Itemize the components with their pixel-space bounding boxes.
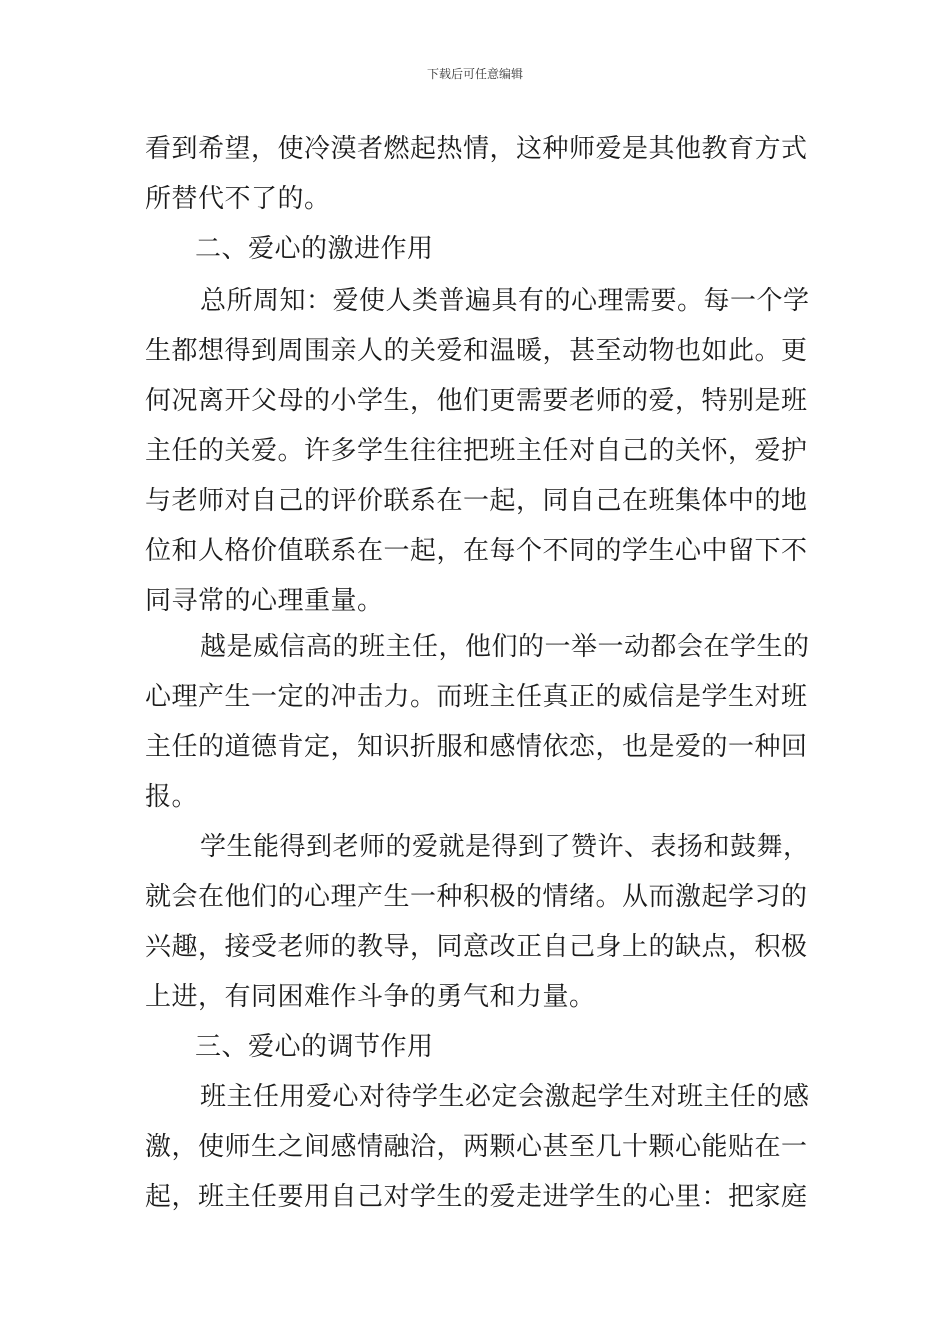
page-header: 下载后可任意编辑 bbox=[426, 67, 523, 81]
text-line-11: 越是威信高的班主任，他们的一举一动都会在学生的 bbox=[200, 632, 810, 662]
section-heading-3: 三、爱心的调节作用 bbox=[195, 1032, 434, 1062]
text-line-15: 学生能得到老师的爱就是得到了赞许、表扬和鼓舞， bbox=[200, 832, 810, 862]
text-line-14: 报。 bbox=[145, 782, 199, 812]
text-line-10: 同寻常的心理重量。 bbox=[145, 586, 384, 616]
text-line-8: 与老师对自己的评价联系在一起，同自己在班集体中的地 bbox=[145, 486, 808, 516]
text-line-1: 看到希望，使冷漠者燃起热情，这种师爱是其他教育方式 bbox=[145, 134, 808, 164]
text-line-13: 主任的道德肯定，知识折服和感情依恋，也是爱的一种回 bbox=[145, 732, 808, 762]
text-line-9: 位和人格价值联系在一起，在每个不同的学生心中留下不 bbox=[145, 536, 808, 566]
text-line-2: 所替代不了的。 bbox=[145, 184, 331, 214]
text-line-18: 上进，有同困难作斗争的勇气和力量。 bbox=[145, 982, 596, 1012]
section-heading-2: 二、爱心的激进作用 bbox=[195, 234, 434, 264]
text-line-17: 兴趣，接受老师的教导，同意改正自己身上的缺点，积极 bbox=[145, 932, 808, 962]
text-line-22: 起，班主任要用自己对学生的爱走进学生的心里：把家庭 bbox=[145, 1182, 808, 1212]
text-line-6: 何况离开父母的小学生，他们更需要老师的爱，特别是班 bbox=[145, 386, 808, 416]
text-line-21: 激，使师生之间感情融洽，两颗心甚至几十颗心能贴在一 bbox=[145, 1132, 808, 1162]
text-line-7: 主任的关爱。许多学生往往把班主任对自己的关怀，爱护 bbox=[145, 436, 808, 466]
text-line-12: 心理产生一定的冲击力。而班主任真正的威信是学生对班 bbox=[145, 682, 808, 712]
text-line-4: 总所周知：爱使人类普遍具有的心理需要。每一个学 bbox=[200, 286, 810, 316]
text-line-20: 班主任用爱心对待学生必定会激起学生对班主任的感 bbox=[200, 1082, 810, 1112]
text-line-5: 生都想得到周围亲人的关爱和温暖，甚至动物也如此。更 bbox=[145, 336, 808, 366]
text-line-16: 就会在他们的心理产生一种积极的情绪。从而激起学习的 bbox=[145, 882, 808, 912]
